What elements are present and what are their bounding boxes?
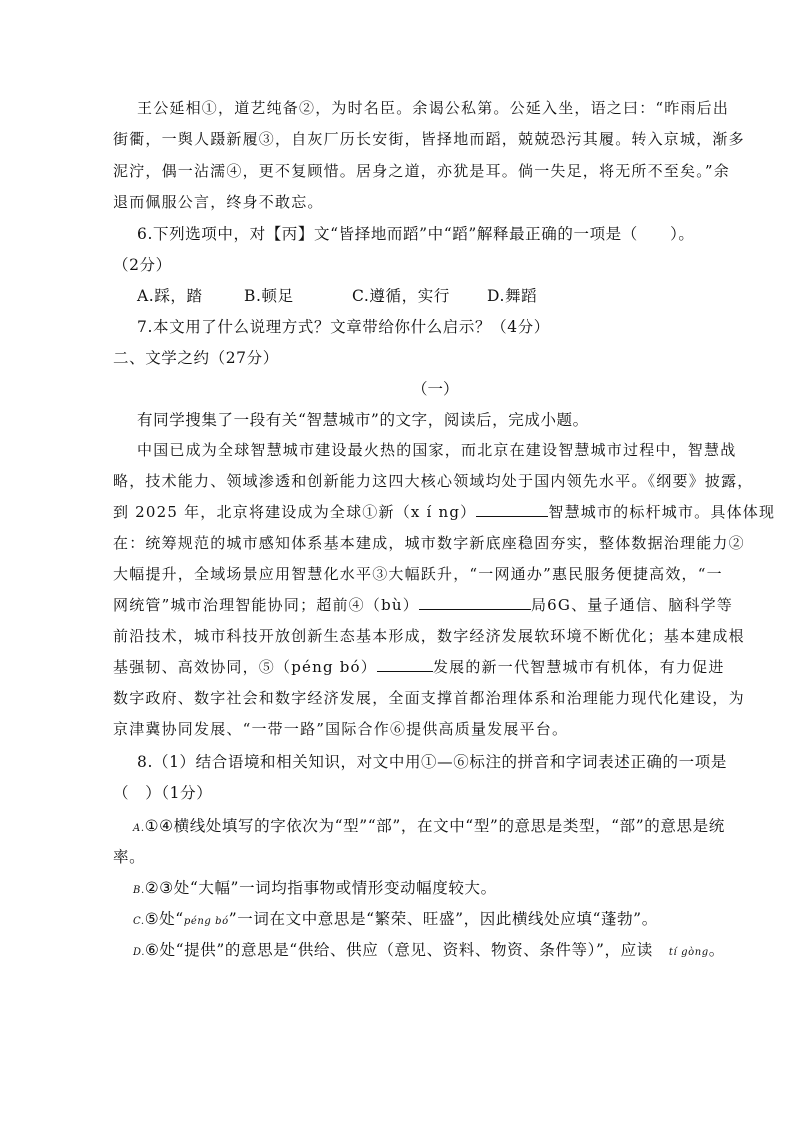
intro-text: 有同学搜集了一段有关“智慧城市”的文字，阅读后，完成小题。 bbox=[137, 411, 589, 429]
q6-option-d: D.舞蹈 bbox=[487, 287, 538, 305]
q6-stem: 6.下列选项中，对【丙】文“皆择地而蹈”中“蹈”解释最正确的一项是（ ）。 bbox=[137, 225, 695, 243]
fill-blank-1[interactable] bbox=[476, 502, 548, 517]
passage-city-line-7: 前沿技术，城市科技开放创新生态基本形成，数字经济发展软环境不断优化；基本建成根 bbox=[113, 627, 745, 645]
q8-option-a bbox=[133, 814, 725, 836]
q8-option-b bbox=[133, 876, 497, 898]
q6-option-c: C.遵循，实行 bbox=[352, 287, 450, 305]
option-text: ①④横线处填写的字依次为“型”“部”，在文中“型”的意思是类型，“部”的意思是统 bbox=[144, 817, 725, 835]
part-1-title: （一） bbox=[412, 380, 459, 398]
city-text-segment: 发展的新一代智慧城市有机体，有力促进 bbox=[432, 658, 725, 676]
option-letter: D. bbox=[133, 947, 146, 958]
option-text: ⑥处“提供”的意思是“供给、供应（意见、资料、物资、条件等）”，应读 bbox=[145, 941, 653, 959]
passage-city-line-6 bbox=[113, 594, 733, 615]
city-text-segment: 基强韧、高效协同，⑤（péng bó） bbox=[113, 658, 377, 676]
option-letter: A. bbox=[133, 823, 145, 834]
fill-blank-4[interactable] bbox=[419, 595, 531, 610]
q8-option-c bbox=[133, 907, 658, 929]
q6-score: （2分） bbox=[113, 256, 172, 274]
passage-bing-line-4: 退而佩服公言，终身不敢忘。 bbox=[113, 193, 324, 211]
q7-stem: 7.本文用了什么说理方式？文章带给你什么启示？（4分） bbox=[137, 318, 550, 336]
option-letter: C. bbox=[133, 916, 145, 927]
passage-city-line-4: 在：统筹规范的城市感知体系基本建成，城市数字新底座稳固夯实，整体数据治理能力② bbox=[113, 534, 745, 552]
fill-blank-5[interactable] bbox=[377, 657, 433, 672]
q8-option-d bbox=[133, 938, 725, 960]
pinyin: péng bó bbox=[183, 916, 229, 927]
passage-city-line-1: 中国已成为全球智慧城市建设最火热的国家，而北京在建设智慧城市过程中，智慧战 bbox=[137, 441, 737, 459]
city-text-segment: 到 2025 年，北京将建设成为全球①新（x í ng） bbox=[113, 503, 477, 521]
q8-stem: 8.（1）结合语境和相关知识，对文中用①—⑥标注的拼音和字词表述正确的一项是 bbox=[137, 753, 727, 771]
city-text-segment: 局6G、量子通信、脑科学等 bbox=[530, 596, 734, 614]
option-text: ⑤处“ bbox=[144, 910, 184, 928]
passage-bing-line-3: 泥泞，偶一沾濡④，更不复顾惜。居身之道，亦犹是耳。倘一失足，将无所不至矣。”余 bbox=[113, 162, 730, 180]
q8-option-a-cont: 率。 bbox=[113, 848, 146, 866]
q8-bracket: （ ）（1分） bbox=[113, 784, 213, 802]
section-2-title: 二、文学之约（27分） bbox=[113, 349, 279, 367]
city-text-segment: 网统管”城市治理智能协同；超前④（bù） bbox=[113, 596, 419, 614]
passage-city-line-2: 略，技术能力、领域渗透和创新能力这四大核心领域均处于国内领先水平。《纲要》披露， bbox=[113, 472, 754, 490]
passage-city-line-5: 大幅提升，全域场景应用智慧化水平③大幅跃升，“一网通办”惠民服务便捷高效，“一 bbox=[113, 565, 723, 583]
option-letter: B. bbox=[133, 885, 145, 896]
passage-city-line-8 bbox=[113, 656, 725, 677]
passage-bing-line-1: 王公延相①，道艺纯备②，为时名臣。余谒公私第。公延入坐，语之曰：“昨雨后出 bbox=[137, 99, 730, 117]
passage-city-line-9: 数字政府、数字社会和数字经济发展，全面支撑首都治理体系和治理能力现代化建设，为 bbox=[113, 689, 745, 707]
passage-city-line-3 bbox=[113, 501, 775, 522]
passage-bing-line-2: 街衢，一舆人蹑新履③，自灰厂历长安街，皆择地而蹈，兢兢恐污其履。转入京城，渐多 bbox=[113, 130, 745, 148]
option-text: ②③处“大幅”一词均指事物或情形变动幅度较大。 bbox=[144, 879, 497, 897]
q6-option-a: A.踩，踏 bbox=[137, 287, 203, 305]
option-text: 。 bbox=[708, 941, 725, 959]
passage-city-line-10: 京津冀协同发展、“一带一路”国际合作⑥提供高质量发展平台。 bbox=[113, 720, 569, 738]
city-text-segment: 智慧城市的标杆城市。具体体现 bbox=[548, 503, 776, 521]
q6-option-b: B.顿足 bbox=[244, 287, 294, 305]
pinyin: tí gòng bbox=[668, 947, 709, 958]
option-text: ”一词在文中意思是“繁荣、旺盛”，因此横线处应填“蓬勃”。 bbox=[228, 910, 658, 928]
